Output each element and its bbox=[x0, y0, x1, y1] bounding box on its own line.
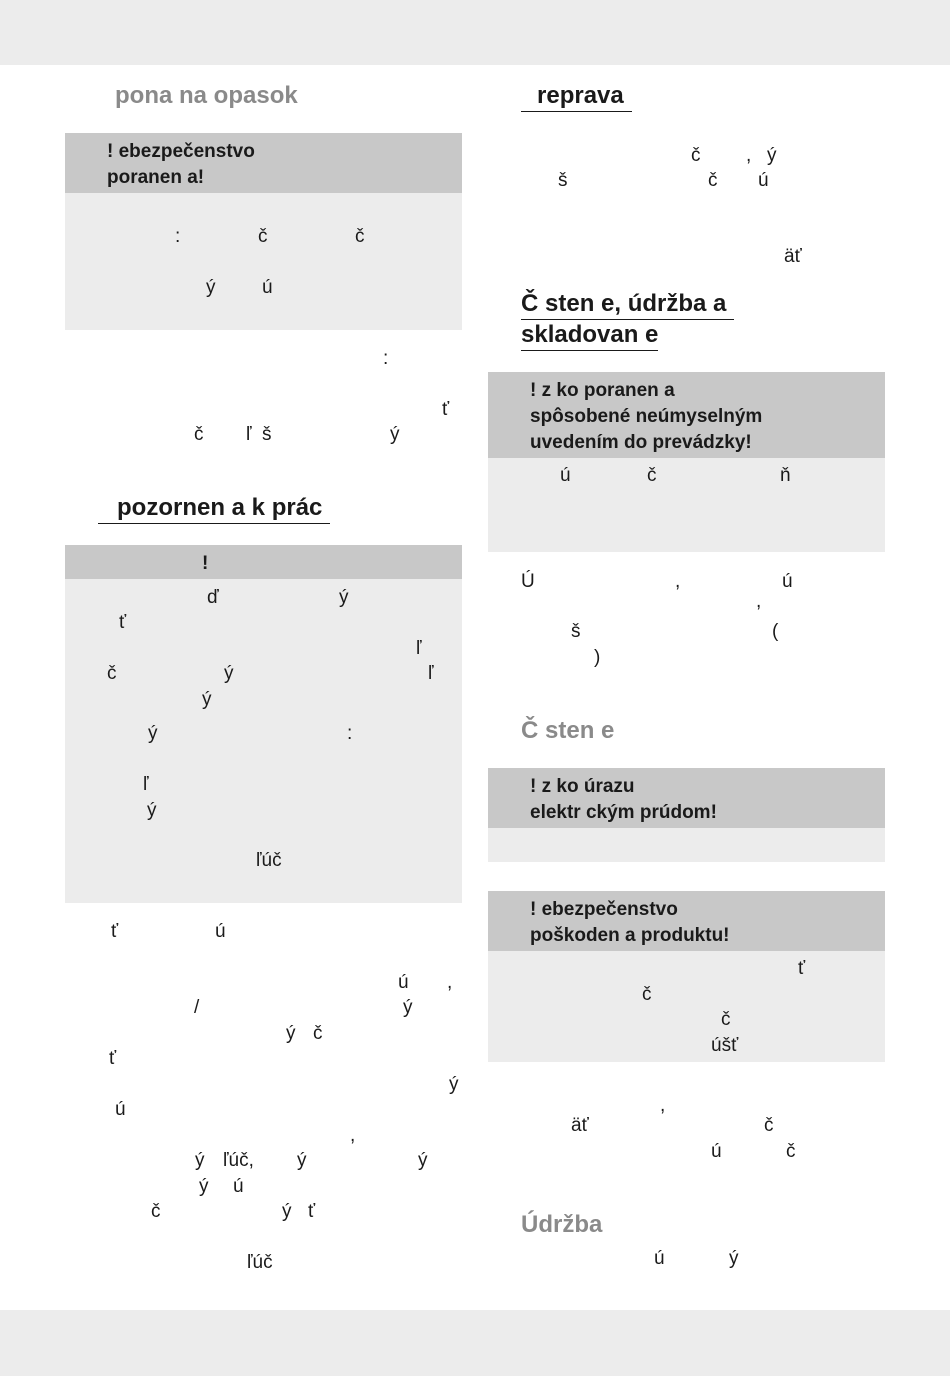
text-fragment: ý bbox=[286, 1023, 296, 1044]
text-fragment: ľ bbox=[246, 424, 252, 445]
section-title-cleaning: Č sten e bbox=[521, 717, 615, 744]
warning-text-line3: uvedením do prevádzky! bbox=[530, 432, 752, 453]
text-fragment: č bbox=[691, 145, 701, 166]
text-fragment: č bbox=[647, 465, 657, 486]
text-fragment: , bbox=[660, 1095, 666, 1116]
text-fragment: ť bbox=[109, 1048, 117, 1069]
text-fragment: ú bbox=[262, 277, 273, 298]
paragraph-work-notes bbox=[65, 918, 462, 1278]
section-title-maintenance: Údržba bbox=[521, 1211, 603, 1238]
text-fragment: ý bbox=[195, 1150, 205, 1171]
text-fragment: , bbox=[447, 972, 453, 993]
warning-box-injury bbox=[65, 133, 462, 330]
section-title-repair: reprava bbox=[521, 81, 632, 112]
text-fragment: ý bbox=[729, 1248, 739, 1269]
text-fragment: : bbox=[175, 226, 181, 247]
paragraph-belt-clip bbox=[65, 345, 462, 455]
warning-box-unintended-start bbox=[488, 372, 885, 552]
text-fragment: äť bbox=[784, 246, 802, 267]
text-fragment: ľúč bbox=[247, 1252, 273, 1273]
text-fragment: : bbox=[383, 348, 389, 369]
warning-text-line2: elektr ckým prúdom! bbox=[530, 802, 717, 823]
text-fragment: ý bbox=[297, 1150, 307, 1171]
text-fragment: č bbox=[151, 1201, 161, 1222]
warning-box-body bbox=[488, 458, 885, 552]
text-fragment: ý bbox=[449, 1074, 459, 1095]
paragraph-cleaning-2 bbox=[488, 1092, 885, 1182]
text-fragment: Ú bbox=[521, 571, 535, 592]
warning-box-electric-shock bbox=[488, 768, 885, 862]
section-title-cleaning-maintenance: Č sten e, údržba a skladovan e bbox=[521, 289, 734, 351]
text-fragment: ú bbox=[758, 170, 769, 191]
text-fragment: č bbox=[194, 424, 204, 445]
text-fragment: ú bbox=[115, 1099, 126, 1120]
warning-box-header: ! bbox=[65, 545, 462, 579]
text-fragment: č bbox=[313, 1023, 323, 1044]
warning-text-line1: ! z ko úrazu bbox=[530, 776, 635, 797]
warning-box-header bbox=[65, 133, 462, 193]
warning-box-body bbox=[65, 579, 462, 903]
text-fragment: š bbox=[571, 621, 581, 642]
text-fragment: ľúč, bbox=[223, 1150, 254, 1171]
paragraph-repair bbox=[488, 142, 885, 272]
top-band bbox=[0, 0, 950, 65]
text-fragment: ň bbox=[780, 465, 791, 486]
bottom-band bbox=[0, 1310, 950, 1376]
text-fragment: š bbox=[262, 424, 272, 445]
text-fragment: ľ bbox=[428, 663, 434, 684]
warning-box-body bbox=[488, 828, 885, 862]
text-fragment: č bbox=[107, 663, 117, 684]
warning-box-caution bbox=[65, 545, 462, 903]
text-fragment: ( bbox=[772, 621, 779, 642]
warning-text-line2: spôsobené neúmyselným bbox=[530, 406, 763, 427]
text-fragment: / bbox=[194, 997, 200, 1018]
warning-text-line1: ! z ko poranen a bbox=[530, 380, 675, 401]
warning-box-header bbox=[488, 372, 885, 458]
text-fragment: ľúč bbox=[256, 850, 282, 871]
text-fragment: ť bbox=[442, 399, 450, 420]
text-fragment: ý bbox=[202, 689, 212, 710]
text-fragment: ť bbox=[798, 958, 806, 979]
text-fragment: č bbox=[786, 1141, 796, 1162]
text-fragment: ú bbox=[215, 921, 226, 942]
text-fragment: ) bbox=[594, 647, 601, 668]
warning-box-header bbox=[488, 768, 885, 828]
text-fragment: č bbox=[258, 226, 268, 247]
warning-text-line2: poranen a! bbox=[107, 167, 205, 188]
text-fragment: ý bbox=[390, 424, 400, 445]
text-fragment: č bbox=[355, 226, 365, 247]
warning-text-line1: ! ebezpečenstvo bbox=[530, 899, 678, 920]
section-title-work-notes: pozornen a k prác bbox=[98, 493, 330, 524]
text-fragment: ý bbox=[767, 145, 777, 166]
text-fragment: ľ bbox=[416, 638, 422, 659]
text-fragment: ú bbox=[782, 571, 793, 592]
text-fragment: ý bbox=[199, 1176, 209, 1197]
text-fragment: ý bbox=[147, 800, 157, 821]
warning-box-body bbox=[65, 193, 462, 330]
text-fragment: , bbox=[756, 591, 762, 612]
text-fragment: , bbox=[675, 571, 681, 592]
text-fragment: äť bbox=[571, 1115, 589, 1136]
text-fragment: , bbox=[746, 145, 752, 166]
text-fragment: č bbox=[708, 170, 718, 191]
text-fragment: ý bbox=[418, 1150, 428, 1171]
text-fragment: š bbox=[558, 170, 568, 191]
text-fragment: ý bbox=[224, 663, 234, 684]
text-fragment: ú bbox=[711, 1141, 722, 1162]
warning-text-line1: ! ebezpečenstvo bbox=[107, 141, 255, 162]
text-fragment: ú bbox=[398, 972, 409, 993]
text-fragment: ú bbox=[560, 465, 571, 486]
text-fragment: ď bbox=[207, 587, 219, 608]
text-fragment: ý bbox=[282, 1201, 292, 1222]
text-fragment: úšť bbox=[711, 1035, 739, 1056]
paragraph-maintenance bbox=[488, 1245, 885, 1275]
section-title-belt-clip: pona na opasok bbox=[115, 82, 298, 109]
text-fragment: ú bbox=[233, 1176, 244, 1197]
text-fragment: ť bbox=[119, 612, 127, 633]
text-fragment: , bbox=[350, 1125, 356, 1146]
text-fragment: ý bbox=[403, 997, 413, 1018]
warning-box-body bbox=[488, 951, 885, 1062]
text-fragment: ť bbox=[308, 1201, 316, 1222]
warning-text-line2: poškoden a produktu! bbox=[530, 925, 730, 946]
text-fragment: ť bbox=[111, 921, 119, 942]
text-fragment: ľ bbox=[143, 774, 149, 795]
warning-box-product-damage bbox=[488, 891, 885, 1062]
text-fragment: č bbox=[721, 1009, 731, 1030]
text-fragment: č bbox=[764, 1115, 774, 1136]
paragraph-cleaning bbox=[488, 568, 885, 678]
text-fragment: č bbox=[642, 984, 652, 1005]
text-fragment: ý bbox=[206, 277, 216, 298]
text-fragment: ý bbox=[148, 723, 158, 744]
text-fragment: : bbox=[347, 723, 353, 744]
text-fragment: ý bbox=[339, 587, 349, 608]
warning-box-header bbox=[488, 891, 885, 951]
text-fragment: ú bbox=[654, 1248, 665, 1269]
